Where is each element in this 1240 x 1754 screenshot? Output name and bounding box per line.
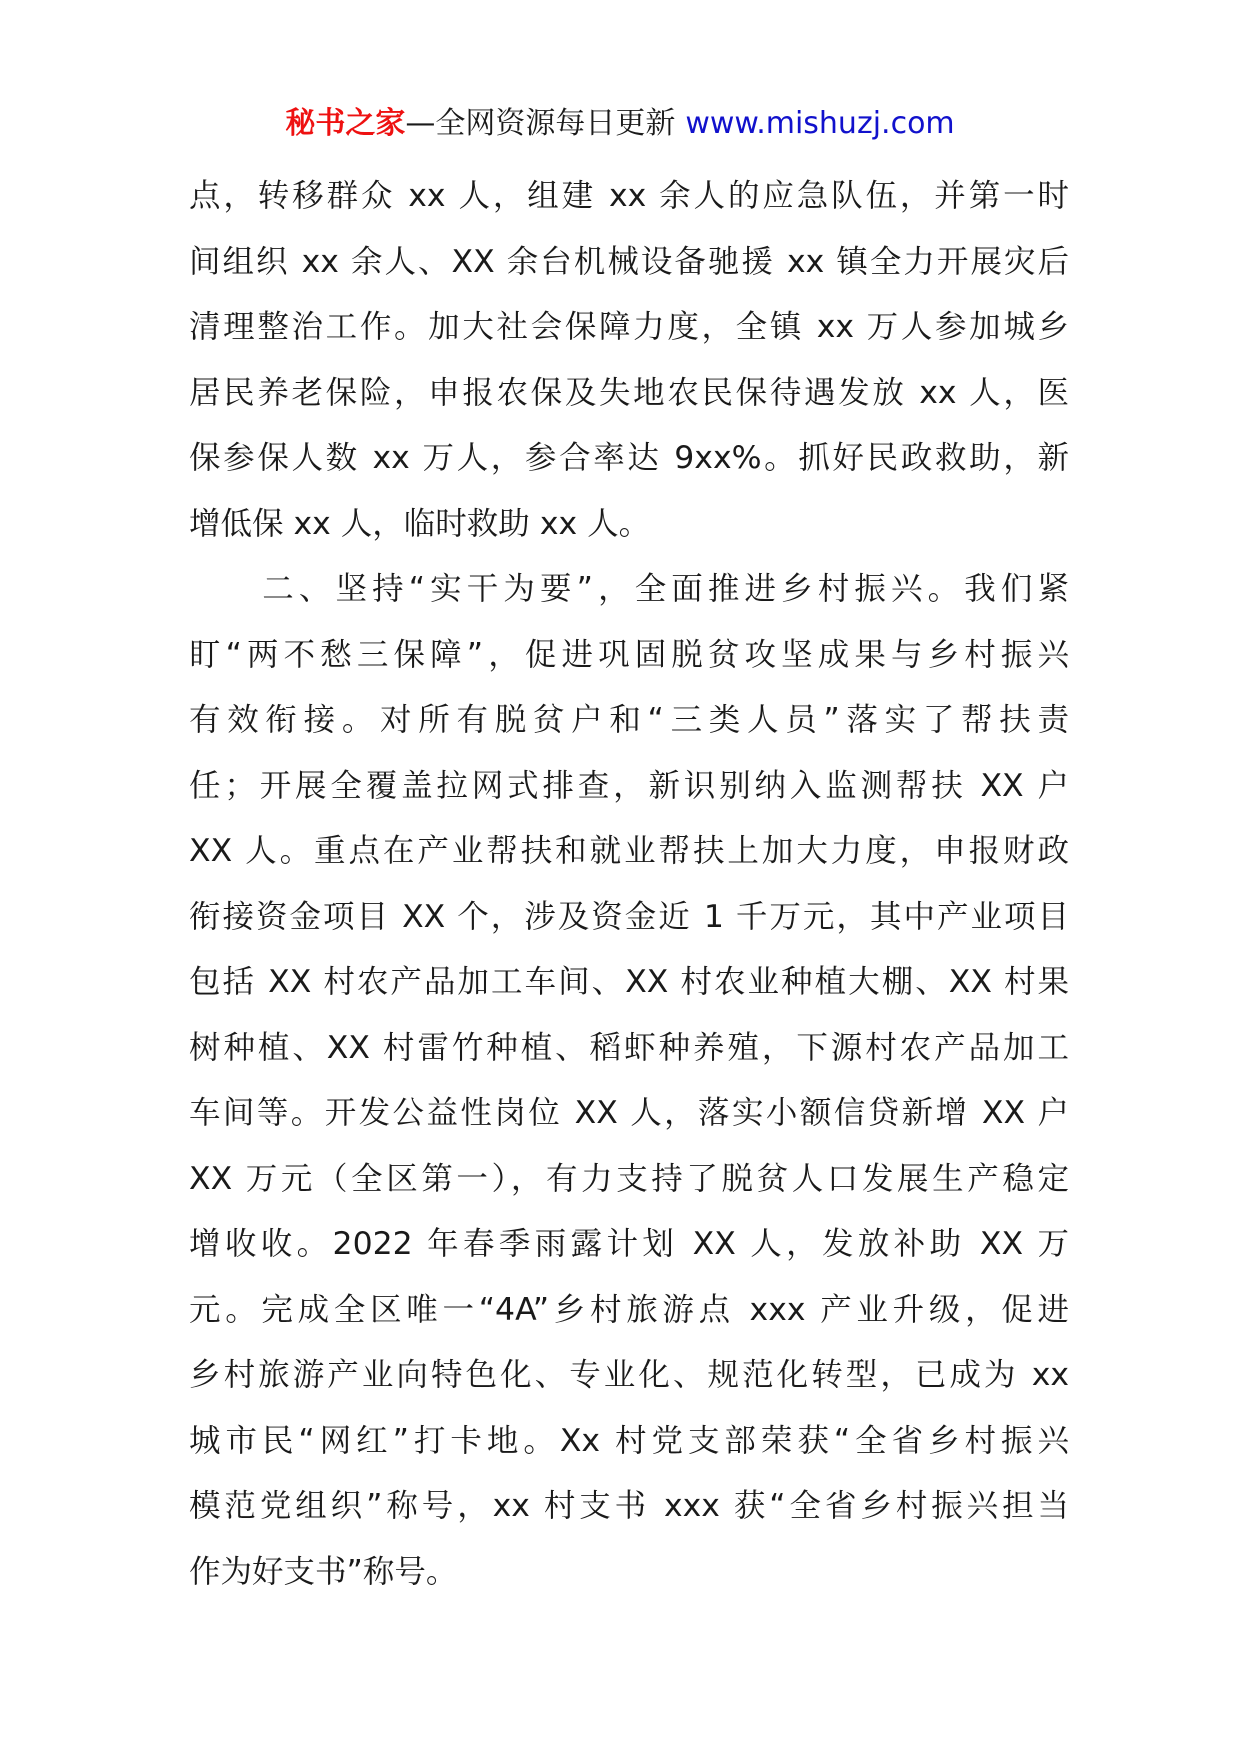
body-line: 增收收。2022 年春季雨露计划 XX 人，发放补助 XX 万 [189, 1226, 1069, 1262]
body-line: 模范党组织”称号，xx 村支书 xxx 获“全省乡村振兴担当 [189, 1488, 1069, 1524]
body-line: XX 人。重点在产业帮扶和就业帮扶上加大力度，申报财政 [189, 833, 1069, 869]
body-line: 树种植、XX 村雷竹种植、稻虾种养殖，下源村农产品加工 [189, 1029, 1069, 1066]
body-line: 点，转移群众 xx 人，组建 xx 余人的应急队伍，并第一时 [189, 178, 1069, 214]
body-line: 居民养老保险，申报农保及失地农民保待遇发放 xx 人，医 [189, 374, 1069, 411]
body-line: 乡村旅游产业向特色化、专业化、规范化转型，已成为 xx [189, 1357, 1069, 1393]
site-url-link[interactable]: www.mishuzj.com [685, 106, 955, 141]
body-line: 盯“两不愁三保障”，促进巩固脱贫攻坚成果与乡村振兴 [189, 636, 1069, 673]
watermark-header [0, 102, 1240, 146]
body-line: 间组织 xx 余人、XX 余台机械设备驰援 xx 镇全力开展灾后 [189, 243, 1069, 280]
brand-name: 秘书之家 [285, 106, 406, 141]
header-slogan: —全网资源每日更新 [405, 106, 676, 141]
body-line: 城市民“网红”打卡地。Xx 村党支部荣获“全省乡村振兴 [189, 1422, 1069, 1459]
body-line: 包括 XX 村农产品加工车间、XX 村农业种植大棚、XX 村果 [189, 964, 1069, 1000]
body-line: 增低保 xx 人，临时救助 xx 人。 [189, 505, 651, 542]
body-line: 衔接资金项目 XX 个，涉及资金近 1 千万元，其中产业项目 [189, 898, 1069, 935]
body-line: 任；开展全覆盖拉网式排查，新识别纳入监测帮扶 XX 户 [189, 767, 1069, 804]
body-line: 元。完成全区唯一“4A”乡村旅游点 xxx 产业升级，促进 [189, 1291, 1069, 1328]
body-line: 有效衔接。对所有脱贫户和“三类人员”落实了帮扶责 [189, 702, 1069, 738]
body-line: 作为好支书”称号。 [189, 1553, 458, 1590]
body-line: 清理整治工作。加大社会保障力度，全镇 xx 万人参加城乡 [189, 309, 1069, 345]
body-line: 保参保人数 xx 万人，参合率达 9xx%。抓好民政救助，新 [189, 440, 1069, 476]
body-line: XX 万元（全区第一），有力支持了脱贫人口发展生产稳定 [189, 1160, 1069, 1197]
document-body [189, 164, 1069, 1605]
body-line: 车间等。开发公益性岗位 XX 人，落实小额信贷新增 XX 户 [189, 1095, 1069, 1131]
body-line: 二、坚持“实干为要”，全面推进乡村振兴。我们紧 [189, 571, 1069, 607]
